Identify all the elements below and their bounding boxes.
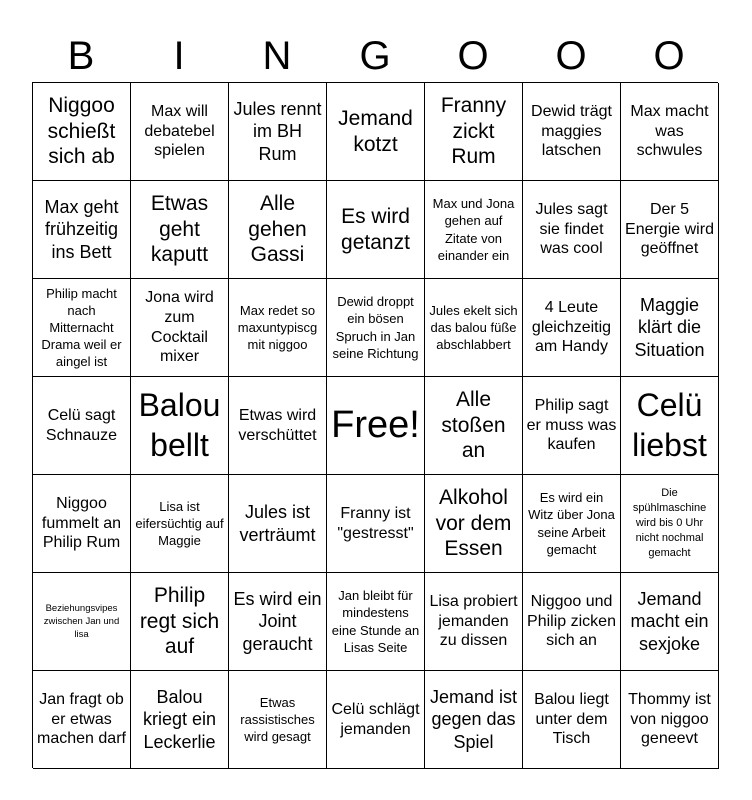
bingo-cell[interactable] — [425, 181, 523, 279]
header-letter: O — [457, 34, 489, 78]
bingo-cell[interactable] — [327, 181, 425, 279]
bingo-cell-text: Beziehungsvipes zwischen Jan und lisa — [43, 602, 120, 641]
bingo-cell-text: Es wird getanzt — [341, 204, 410, 254]
bingo-cell-text: Lisa ist eifersüchtig auf Maggie — [135, 498, 224, 549]
bingo-cell-text: Alle gehen Gassi — [248, 191, 307, 267]
bingo-cell-text: Lisa probiert jemanden zu dissen — [429, 592, 518, 650]
bingo-cell[interactable] — [327, 671, 425, 769]
bingo-cell[interactable] — [131, 83, 229, 181]
bingo-cell-text: Philip regt sich auf — [139, 583, 220, 659]
bingo-cell[interactable] — [523, 475, 621, 573]
bingo-cell[interactable] — [131, 573, 229, 671]
bingo-cell-text: Max macht was schwules — [630, 102, 709, 160]
bingo-cell[interactable] — [523, 573, 621, 671]
bingo-cell[interactable] — [425, 83, 523, 181]
header-letter: B — [67, 34, 95, 78]
bingo-cell-text: Max geht frühzeitig ins Bett — [44, 197, 119, 262]
bingo-cell-text: Etwas wird verschüttet — [238, 406, 317, 444]
header-letter: G — [359, 34, 391, 78]
bingo-cell-text: Jona wird zum Cocktail mixer — [145, 289, 214, 366]
bingo-cell[interactable] — [131, 671, 229, 769]
bingo-cell-text: Balou liegt unter dem Tisch — [534, 690, 609, 748]
bingo-cell[interactable] — [327, 573, 425, 671]
bingo-cell-text: Max redet so maxuntypiscg mit niggoo — [237, 302, 318, 353]
bingo-cell-text: Jules sagt sie findet was cool — [535, 200, 608, 258]
bingo-cell[interactable] — [621, 377, 719, 475]
bingo-cell-text: Niggoo fummelt an Philip Rum — [41, 494, 122, 552]
bingo-cell-text: Dewid trägt maggies latschen — [531, 102, 612, 160]
bingo-cell-text: Etwas rassistisches wird gesagt — [240, 694, 315, 745]
bingo-cell[interactable] — [523, 671, 621, 769]
bingo-board — [32, 82, 718, 768]
bingo-cell-text: Jules rennt im BH Rum — [233, 99, 322, 164]
bingo-cell[interactable] — [229, 279, 327, 377]
bingo-cell[interactable] — [131, 475, 229, 573]
bingo-cell[interactable] — [229, 671, 327, 769]
bingo-cell[interactable] — [33, 573, 131, 671]
bingo-cell-text: Jemand kotzt — [338, 106, 413, 156]
bingo-cell[interactable] — [523, 83, 621, 181]
bingo-cell-text: Niggoo schießt sich ab — [47, 93, 116, 169]
header-letter: N — [262, 34, 292, 78]
free-space-cell[interactable] — [327, 377, 425, 475]
bingo-cell-text: Die spühlmaschine wird bis 0 Uhr nicht nochmal gemacht — [632, 487, 707, 559]
bingo-cell[interactable] — [327, 83, 425, 181]
bingo-cell[interactable] — [229, 573, 327, 671]
bingo-cell[interactable] — [229, 377, 327, 475]
bingo-cell-text: Thommy ist von niggoo geneevt — [628, 690, 711, 748]
bingo-cell-text: Max will debatebel spielen — [144, 102, 215, 160]
bingo-cell-text: Celü sagt Schnauze — [45, 406, 118, 444]
bingo-cell-text: Es wird ein Joint geraucht — [233, 589, 322, 654]
bingo-cell[interactable] — [523, 279, 621, 377]
header-letter: O — [555, 34, 587, 78]
bingo-cell[interactable] — [327, 279, 425, 377]
bingo-cell-text: Der 5 Energie wird geöffnet — [625, 200, 714, 258]
bingo-cell[interactable] — [425, 377, 523, 475]
bingo-cell[interactable] — [33, 377, 131, 475]
bingo-cell[interactable] — [523, 181, 621, 279]
bingo-cell-text: 4 Leute gleichzeitig am Handy — [531, 298, 612, 356]
bingo-cell-text: Jan fragt ob er etwas machen darf — [37, 690, 126, 748]
header-letter: I — [173, 34, 185, 78]
bingo-cell-text: Franny zickt Rum — [440, 93, 507, 169]
bingo-cell-text: Max und Jona gehen auf Zitate von einander ein — [432, 196, 515, 263]
bingo-cell[interactable] — [621, 475, 719, 573]
bingo-cell[interactable] — [229, 83, 327, 181]
bingo-cell[interactable] — [33, 671, 131, 769]
bingo-cell[interactable] — [621, 279, 719, 377]
bingo-cell-text: Franny ist "gestresst" — [337, 504, 414, 542]
bingo-cell[interactable] — [33, 279, 131, 377]
bingo-cell[interactable] — [621, 671, 719, 769]
bingo-cell-text: Dewid droppt ein bösen Spruch in Jan seine Richtung — [332, 294, 419, 361]
bingo-cell-text: Etwas geht kaputt — [150, 191, 209, 267]
bingo-cell[interactable] — [425, 279, 523, 377]
bingo-cell[interactable] — [131, 279, 229, 377]
bingo-cell[interactable] — [131, 181, 229, 279]
header-letter: O — [653, 34, 685, 78]
bingo-cell[interactable] — [229, 181, 327, 279]
bingo-cell[interactable] — [425, 475, 523, 573]
bingo-cell-text: Jules ekelt sich das balou füße abschlabbert — [429, 302, 518, 353]
bingo-cell[interactable] — [131, 377, 229, 475]
bingo-cell-text: Niggoo und Philip zicken sich an — [527, 592, 616, 650]
bingo-cell[interactable] — [523, 377, 621, 475]
bingo-cell-text: Maggie klärt die Situation — [634, 295, 705, 360]
bingo-cell-text: Jemand macht ein sexjoke — [630, 589, 709, 654]
bingo-cell-text: Es wird ein Witz über Jona seine Arbeit gemacht — [528, 490, 615, 557]
bingo-cell-text: Celü schlägt jemanden — [331, 700, 420, 738]
bingo-cell-text: Balou kriegt ein Leckerlie — [142, 687, 217, 752]
bingo-cell[interactable] — [425, 573, 523, 671]
bingo-cell[interactable] — [621, 83, 719, 181]
bingo-cell[interactable] — [229, 475, 327, 573]
bingo-cell[interactable] — [33, 475, 131, 573]
bingo-cell-text: Philip macht nach Mitternacht Drama weil er aingel ist — [41, 285, 122, 370]
bingo-cell-text: Jan bleibt für mindestens eine Stunde an Lisas Seite — [331, 588, 420, 655]
bingo-cell[interactable] — [621, 573, 719, 671]
bingo-cell[interactable] — [621, 181, 719, 279]
bingo-cell-text: Celü liebst — [632, 387, 707, 463]
bingo-cell-text: Free! — [331, 404, 420, 447]
bingo-cell[interactable] — [425, 671, 523, 769]
bingo-cell-text: Jemand ist gegen das Spiel — [429, 687, 518, 752]
bingo-cell-text: Philip sagt er muss was kaufen — [526, 396, 617, 454]
bingo-cell-text: Balou bellt — [138, 387, 221, 463]
bingo-cell-text: Jules ist verträumt — [239, 502, 316, 545]
bingo-cell[interactable] — [33, 83, 131, 181]
bingo-cell-text: Alle stoßen an — [441, 387, 506, 463]
bingo-cell[interactable] — [327, 475, 425, 573]
bingo-cell[interactable] — [33, 181, 131, 279]
bingo-header — [32, 30, 718, 82]
bingo-cell-text: Alkohol vor dem Essen — [435, 485, 512, 561]
